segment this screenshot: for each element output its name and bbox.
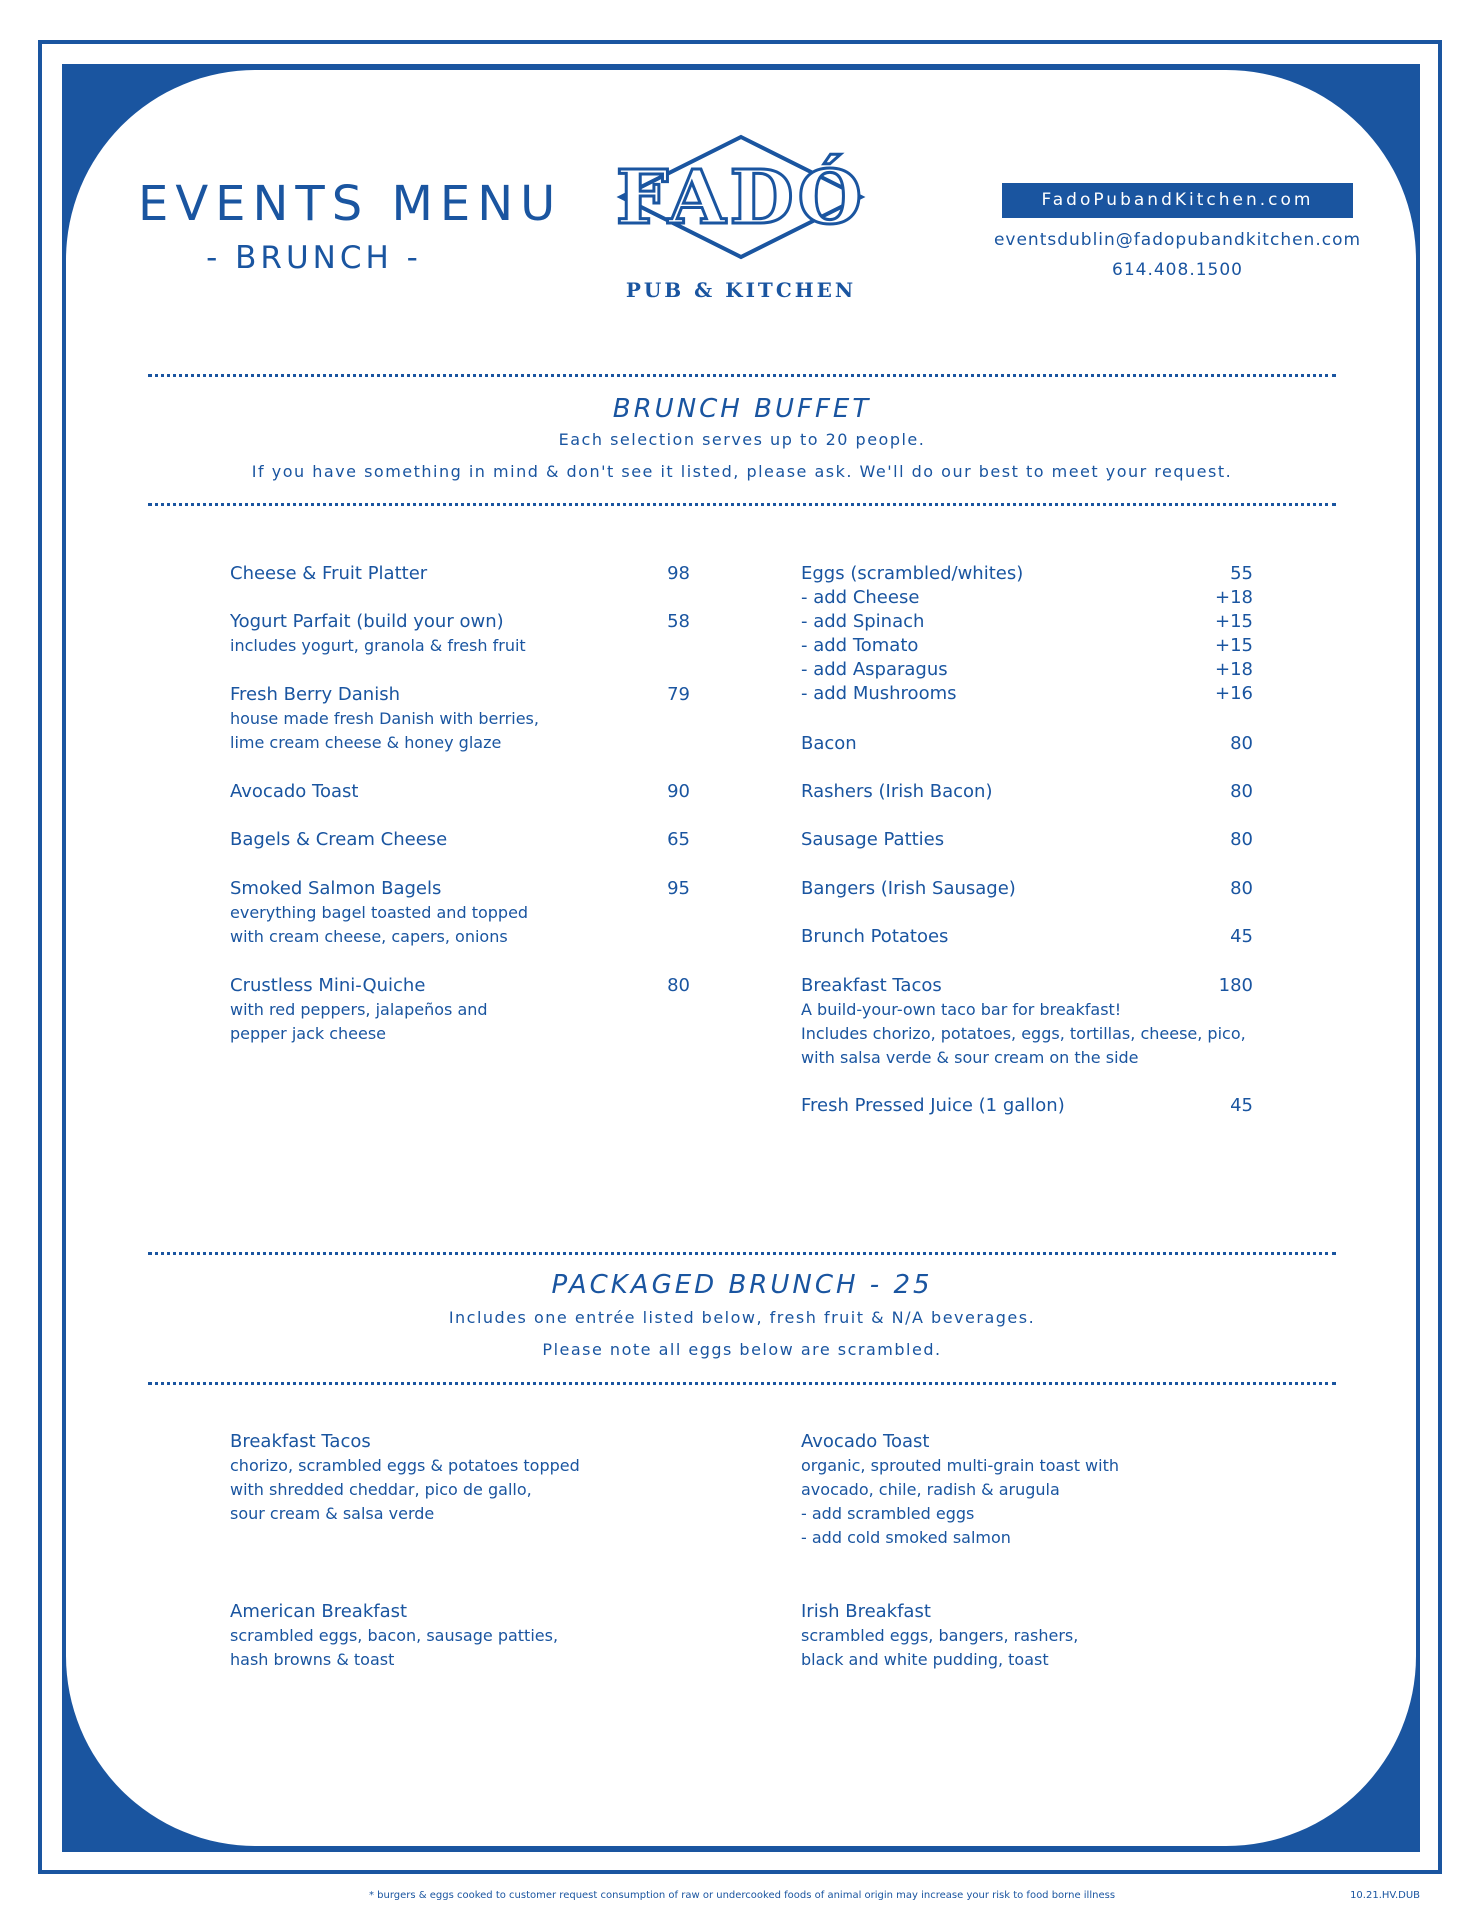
- item-price: 180: [1218, 975, 1253, 996]
- item-desc: hash browns & toast: [230, 1650, 395, 1669]
- item-price: 65: [667, 829, 690, 850]
- item-name: Fresh Berry Danish: [230, 684, 400, 705]
- item-desc: with red peppers, jalapeños and: [230, 1000, 488, 1019]
- item-desc: scrambled eggs, bangers, rashers,: [801, 1626, 1079, 1645]
- item-price: 55: [1230, 563, 1253, 584]
- item-desc: everything bagel toasted and topped: [230, 903, 529, 922]
- menu-item: [801, 974, 1253, 1070]
- item-price: 79: [667, 684, 690, 705]
- item-name: Bacon: [801, 733, 857, 754]
- item-desc: - add cold smoked salmon: [801, 1528, 1011, 1547]
- item-price: 58: [667, 611, 690, 632]
- addon-price: +15: [1215, 611, 1253, 632]
- menu-item: [230, 780, 690, 804]
- menu-item: [230, 1600, 558, 1672]
- packaged-note: Includes one entrée listed below, fresh fruit & N/A beverages.: [448, 1308, 1036, 1327]
- addon-price: +18: [1215, 587, 1253, 608]
- logo-diamond-icon: [613, 133, 869, 263]
- divider: [148, 1382, 1336, 1385]
- menu-item: [230, 610, 690, 658]
- menu-item: [230, 828, 690, 852]
- item-price: 80: [1230, 781, 1253, 802]
- item-addon: - add Spinach: [801, 611, 925, 632]
- item-desc: with cream cheese, capers, onions: [230, 927, 508, 946]
- buffet-title: BRUNCH BUFFET: [612, 394, 872, 424]
- item-desc: A build-your-own taco bar for breakfast!: [801, 1000, 1122, 1019]
- item-name: Fresh Pressed Juice (1 gallon): [801, 1095, 1065, 1116]
- item-price: 98: [667, 563, 690, 584]
- contact-phone[interactable]: 614.408.1500: [1112, 260, 1243, 280]
- item-price: 80: [1230, 878, 1253, 899]
- menu-item: [801, 1094, 1253, 1118]
- item-name: Sausage Patties: [801, 829, 945, 850]
- divider: [148, 1252, 1336, 1255]
- menu-item: [801, 562, 1253, 706]
- packaged-title: PACKAGED BRUNCH - 25: [551, 1270, 933, 1300]
- item-addon: - add Cheese: [801, 587, 920, 608]
- contact-email[interactable]: eventsdublin@fadopubandkitchen.com: [993, 230, 1362, 250]
- menu-item: [801, 780, 1253, 804]
- addon-price: +16: [1215, 683, 1253, 704]
- item-name: Eggs (scrambled/whites): [801, 563, 1024, 584]
- item-desc: includes yogurt, granola & fresh fruit: [230, 636, 526, 655]
- item-price: 45: [1230, 926, 1253, 947]
- item-name: Smoked Salmon Bagels: [230, 878, 442, 899]
- menu-panel: [66, 70, 1416, 1846]
- addon-price: +15: [1215, 635, 1253, 656]
- item-name: American Breakfast: [230, 1601, 408, 1622]
- divider: [148, 503, 1336, 506]
- buffet-note: Each selection serves up to 20 people.: [558, 430, 926, 449]
- item-price: 45: [1230, 1095, 1253, 1116]
- item-name: Avocado Toast: [801, 1431, 930, 1452]
- item-price: 90: [667, 781, 690, 802]
- item-price: 95: [667, 878, 690, 899]
- menu-item: [230, 1430, 580, 1526]
- menu-item: [801, 925, 1253, 949]
- menu-item: [230, 877, 690, 949]
- item-name: Yogurt Parfait (build your own): [230, 611, 504, 632]
- menu-item: [801, 877, 1253, 901]
- item-name: Brunch Potatoes: [801, 926, 949, 947]
- item-desc: sour cream & salsa verde: [230, 1504, 435, 1523]
- footer-disclaimer: * burgers & eggs cooked to customer request consumption of raw or undercooked foods of animal origin may increase your risk to food borne illness: [368, 1890, 1116, 1901]
- item-name: Crustless Mini-Quiche: [230, 975, 426, 996]
- item-desc: - add scrambled eggs: [801, 1504, 975, 1523]
- packaged-note: Please note all eggs below are scrambled.: [542, 1340, 942, 1359]
- item-name: Breakfast Tacos: [801, 975, 942, 996]
- item-desc: avocado, chile, radish & arugula: [801, 1480, 1060, 1499]
- item-desc: scrambled eggs, bacon, sausage patties,: [230, 1626, 559, 1645]
- item-desc: black and white pudding, toast: [801, 1650, 1049, 1669]
- menu-item: [801, 1430, 1119, 1550]
- menu-item: [230, 683, 690, 755]
- item-addon: - add Tomato: [801, 635, 919, 656]
- divider: [148, 374, 1336, 377]
- item-desc: organic, sprouted multi-grain toast with: [801, 1456, 1119, 1475]
- item-desc: house made fresh Danish with berries,: [230, 709, 539, 728]
- document-code: 10.21.HV.DUB: [1350, 1890, 1420, 1901]
- menu-item: [801, 828, 1253, 852]
- item-name: Irish Breakfast: [801, 1601, 931, 1622]
- item-price: 80: [1230, 733, 1253, 754]
- item-desc: with shredded cheddar, pico de gallo,: [230, 1480, 532, 1499]
- menu-subtitle: - BRUNCH -: [206, 240, 422, 276]
- menu-item: [801, 732, 1253, 756]
- item-addon: - add Asparagus: [801, 659, 948, 680]
- website-link[interactable]: FadoPubandKitchen.com: [1002, 183, 1353, 218]
- item-addon: - add Mushrooms: [801, 683, 957, 704]
- fado-logo: [613, 133, 869, 263]
- menu-title: EVENTS MENU: [138, 176, 563, 232]
- item-name: Bangers (Irish Sausage): [801, 878, 1016, 899]
- logo-tagline: PUB & KITCHEN: [625, 278, 857, 302]
- item-desc: Includes chorizo, potatoes, eggs, tortillas, cheese, pico,: [801, 1024, 1246, 1043]
- buffet-note: If you have something in mind & don't see it listed, please ask. We'll do our best to meet your request.: [251, 462, 1233, 481]
- item-name: Breakfast Tacos: [230, 1431, 371, 1452]
- addon-price: +18: [1215, 659, 1253, 680]
- menu-item: [801, 1600, 1078, 1672]
- item-name: Bagels & Cream Cheese: [230, 829, 448, 850]
- item-desc: chorizo, scrambled eggs & potatoes topped: [230, 1456, 580, 1475]
- item-price: 80: [1230, 829, 1253, 850]
- item-name: Cheese & Fruit Platter: [230, 563, 428, 584]
- item-price: 80: [667, 975, 690, 996]
- item-name: Rashers (Irish Bacon): [801, 781, 993, 802]
- item-desc: pepper jack cheese: [230, 1024, 387, 1043]
- item-name: Avocado Toast: [230, 781, 359, 802]
- item-desc: with salsa verde & sour cream on the side: [801, 1048, 1139, 1067]
- menu-item: [230, 562, 690, 586]
- item-desc: lime cream cheese & honey glaze: [230, 733, 502, 752]
- menu-item: [230, 974, 690, 1046]
- logo-text: FADÓ: [615, 155, 867, 241]
